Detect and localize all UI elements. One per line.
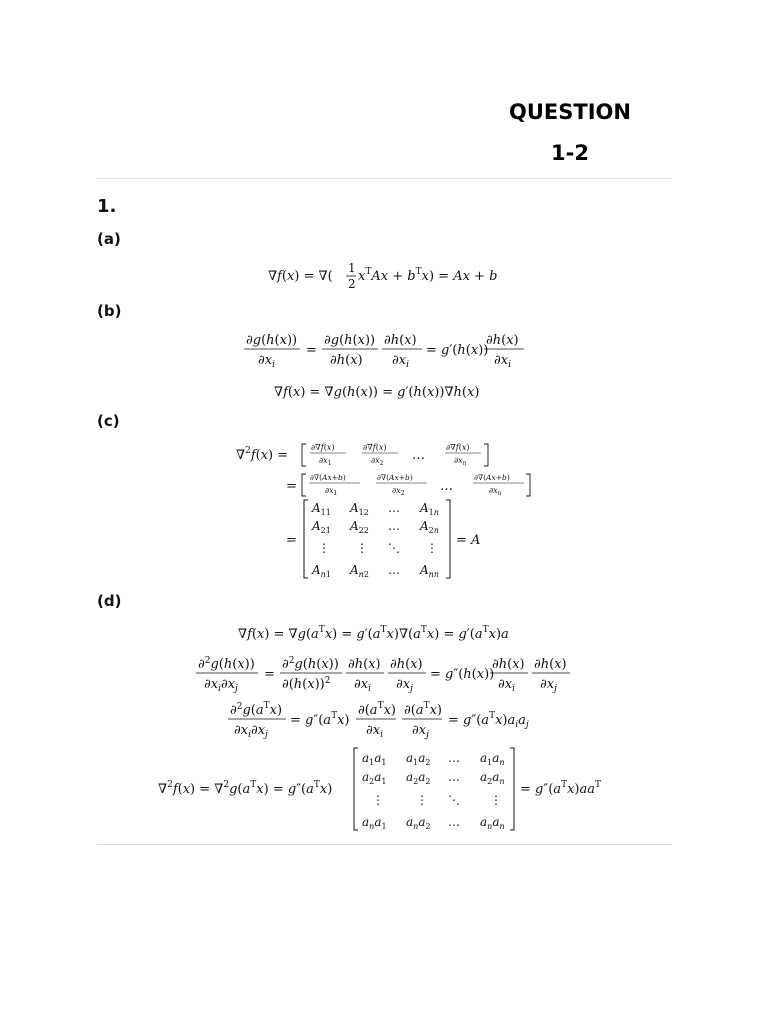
svg-text:∂h(x): ∂h(x) [384, 333, 417, 348]
svg-text:∂xn: $\partial x_n$ [489, 486, 502, 497]
svg-text:∂g(h(x)): ∂g(h(x)) [324, 333, 376, 348]
svg-text:= g″(aTx)aaT: = $g''(a^Tx)aa^T$ [520, 780, 602, 797]
equation-b2 [274, 382, 504, 402]
svg-text:= g″(aTx)aiaj: = $g''(a^Tx)a_ia_j$ [448, 711, 529, 730]
svg-text:…: … [388, 501, 400, 515]
svg-text:⋮: ⋮ [372, 793, 384, 807]
page-subtitle: 1-2 [551, 141, 589, 165]
svg-text:ana1: $a_na_1$ [362, 815, 387, 831]
question-number: 1. [97, 196, 117, 217]
svg-text:∂x1: $\partial x_1$ [325, 486, 338, 497]
svg-text:…: … [388, 519, 400, 533]
svg-text:∂xn: $\partial x_n$ [454, 456, 467, 467]
equation-d1 [238, 624, 538, 644]
svg-text:…: … [440, 479, 453, 494]
svg-text:…: … [448, 815, 460, 829]
svg-text:A1n: $A_{1n}$ [420, 501, 439, 517]
svg-text:2: 2 [348, 277, 356, 291]
svg-text:∂∇f(x): ∂∇f(x) [363, 443, 387, 452]
svg-text:∇f(x) = ∇(: ∇f(x) = ∇( [268, 269, 333, 284]
svg-text:An2: $A_{n2}$ [350, 563, 369, 579]
svg-text:=: = [306, 343, 317, 358]
svg-text:∂x1: $\partial x_1$ [319, 456, 332, 467]
part-c-label: (c) [97, 412, 120, 430]
svg-text:∂xi: $\partial x_i$ [258, 353, 275, 370]
svg-text:∂xi: $\partial x_i$ [498, 677, 515, 694]
svg-text:…: … [448, 770, 460, 784]
equation-c [236, 438, 546, 583]
svg-text:∂x2: $\partial x_2$ [392, 486, 405, 497]
svg-text:Ann: $A_{nn}$ [420, 563, 439, 579]
svg-text:=: = [286, 533, 297, 548]
svg-text:∇f(x) = ∇g(aTx) = g′(aTx)∇(aTx: $\nabla f(x) = \nabla g(a^Tx) = g'(a^Tx)\nabla(a^Tx) = g'(a^Tx)a$ [238, 625, 509, 642]
svg-text:∂h(x): ∂h(x) [330, 353, 363, 368]
svg-text:a2a2: $a_2a_2$ [406, 770, 431, 786]
svg-text:∂h(x): ∂h(x) [390, 657, 423, 672]
svg-text:∂∇(Ax+b): ∂∇(Ax+b) [310, 473, 346, 482]
svg-text:∂(h(x))2: $\partial(h(x))^2$ [282, 676, 331, 692]
svg-text:=: = [286, 479, 297, 494]
svg-text:…: … [388, 563, 400, 577]
svg-text:A22: $A_{22}$ [350, 519, 369, 535]
part-b-label: (b) [97, 302, 122, 320]
svg-text:∂∇(Ax+b): ∂∇(Ax+b) [474, 473, 510, 482]
svg-text:∇f(x) = ∇g(h(x)) = g′(h(x))∇h(: ∇f(x) = ∇g(h(x)) = g′(h(x))∇h(x) [274, 385, 480, 400]
svg-text:anan: $a_na_n$ [480, 815, 505, 831]
svg-text:An1: $A_{n1}$ [312, 563, 331, 579]
svg-text:= g″(aTx): = $g''(a^Tx)$ [290, 711, 350, 728]
svg-text:= A: = A [456, 533, 481, 548]
svg-text:∂xi: $\partial x_i$ [392, 353, 409, 370]
svg-text:∂∇f(x): ∂∇f(x) [311, 443, 335, 452]
svg-text:∂h(x): ∂h(x) [534, 657, 567, 672]
svg-text:=: = [264, 667, 275, 682]
svg-text:a2an: $a_2a_n$ [480, 770, 505, 786]
svg-text:∂∇f(x): ∂∇f(x) [446, 443, 470, 452]
svg-text:A2n: $A_{2n}$ [420, 519, 439, 535]
equation-d4 [158, 746, 618, 836]
svg-text:1: 1 [348, 261, 356, 275]
svg-text:⋱: ⋱ [448, 793, 460, 807]
equation-d2 [196, 654, 576, 694]
svg-text:∂(aTx): $\partial(a^Tx)$ [358, 701, 396, 718]
svg-text:…: … [448, 751, 460, 765]
svg-text:A21: $A_{21}$ [312, 519, 331, 535]
svg-text:xTAx + bTx) = Ax + b: $x^TAx + b^Tx) = Ax + b$ [358, 267, 498, 284]
svg-text:∂∇(Ax+b): ∂∇(Ax+b) [377, 473, 413, 482]
svg-text:a1an: $a_1a_n$ [480, 751, 505, 767]
svg-text:∇2f(x) =: ∇$^2$f(x) = [236, 446, 289, 463]
svg-text:A11: $A_{11}$ [312, 501, 331, 517]
svg-text:⋮: ⋮ [356, 541, 368, 555]
page-title: QUESTION [509, 100, 631, 124]
part-d-label: (d) [97, 592, 122, 610]
svg-text:⋮: ⋮ [490, 793, 502, 807]
divider-bottom [97, 844, 672, 845]
svg-text:⋮: ⋮ [416, 793, 428, 807]
divider-top [97, 178, 672, 179]
svg-text:∂xi∂xj: $\partial x_i\partial x_j$ [234, 723, 268, 740]
svg-text:∂2g(h(x)): ∂$^2$g(h(x)) [282, 656, 339, 672]
svg-text:∂x2: $\partial x_2$ [371, 456, 384, 467]
svg-text:∂xi: $\partial x_i$ [354, 677, 371, 694]
svg-text:∂xi: $\partial x_i$ [366, 723, 383, 740]
svg-text:∂h(x): ∂h(x) [492, 657, 525, 672]
svg-text:∂xi: $\partial x_i$ [494, 353, 511, 370]
svg-text:⋮: ⋮ [318, 541, 330, 555]
equation-b1 [244, 330, 534, 370]
svg-text:∂xj: $\partial x_j$ [396, 677, 413, 694]
svg-text:…: … [412, 448, 425, 463]
svg-text:∂xj: $\partial x_j$ [412, 723, 429, 740]
svg-text:∂xi∂xj: $\partial x_i\partial x_j$ [204, 677, 238, 694]
svg-text:∇2f(x) = ∇2g(aTx) = g″(aTx): $\nabla^2f(x) = \nabla^2g(a^Tx) = g''(a^Tx)$ [158, 780, 333, 797]
svg-text:∂(aTx): $\partial(a^Tx)$ [404, 701, 442, 718]
part-a-label: (a) [97, 230, 121, 248]
svg-text:∂2g(h(x)): ∂$^2$g(h(x)) [198, 656, 255, 672]
svg-text:a2a1: $a_2a_1$ [362, 770, 387, 786]
svg-text:⋮: ⋮ [426, 541, 438, 555]
svg-text:a1a1: $a_1a_1$ [362, 751, 387, 767]
svg-text:∂g(h(x)): ∂g(h(x)) [246, 333, 298, 348]
svg-text:∂xj: $\partial x_j$ [540, 677, 557, 694]
svg-text:⋱: ⋱ [388, 541, 400, 555]
svg-text:ana2: $a_na_2$ [406, 815, 431, 831]
equation-d3 [228, 700, 548, 740]
svg-text:A12: $A_{12}$ [350, 501, 369, 517]
svg-text:= g′(h(x)): = g′(h(x)) [426, 343, 489, 358]
svg-text:∂h(x): ∂h(x) [486, 333, 519, 348]
equation-a [268, 256, 508, 296]
svg-text:∂2g(aTx): $\partial^2g(a^Tx)$ [230, 701, 283, 718]
svg-text:∂h(x): ∂h(x) [348, 657, 381, 672]
svg-text:= g″(h(x)): = g″(h(x)) [430, 667, 495, 682]
svg-text:a1a2: $a_1a_2$ [406, 751, 431, 767]
